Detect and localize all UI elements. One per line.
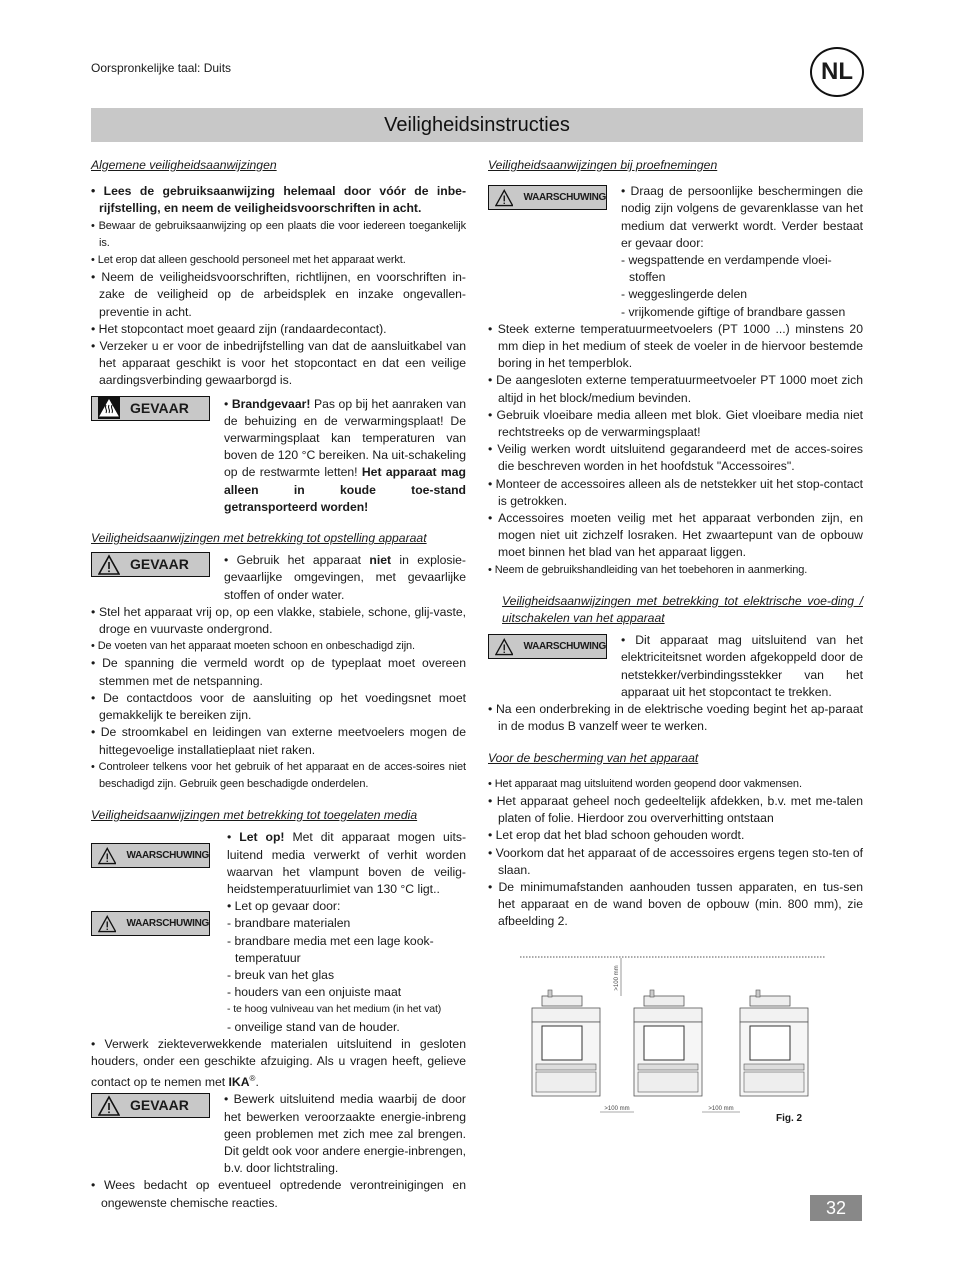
text-part: in explosie-gevaarlijke omgevingen, met gevaarlijke stoffen of onder water.: [224, 553, 466, 602]
danger-body: Pas op bij het aanraken van de behuizing en de verwarmingsplaat! De verwarmingsplaat kan temperaturen van boven de 120 °C bereiken. Na uit-schakeling op de restwarmte letten!: [224, 396, 467, 480]
danger-block: [91, 396, 466, 516]
list-item: • Na een onderbreking in de elektrische voeding begint het ap-paraat in de modus B vanzelf weer te werken.: [488, 702, 863, 734]
list-item: • De minimumafstanden aanhouden tussen apparaten, en tus-sen het apparaat en de wand boven de opbouw (min. 800 mm), zie afbeelding 2.: [488, 879, 863, 929]
section-title: Veiligheidsaanwijzingen met betrekking tot elektrische voe-ding / uitschakelen van het apparaat: [502, 593, 863, 626]
dash-item: - brandbare media met een lage kook-temperatuur: [227, 933, 434, 965]
paragraph: [91, 1036, 466, 1092]
warning-group: [91, 829, 466, 1035]
badge-label: GEVAAR: [130, 1097, 189, 1114]
danger-text: [224, 552, 466, 604]
list-item: • Lees de gebruiksaanwijzing helemaal door vóór de inbe-rijfstelling, en neem de veiligheidsvoorschriften in acht.: [91, 184, 466, 216]
warning-triangle-icon: [495, 187, 513, 209]
text-part: • Verwerk ziekteverwekkende materialen uitsluitend in gesloten houders, onder een geschikte afzuiging. Als u vragen heeft, gelieve contact op te nemen met: [91, 1036, 466, 1090]
warning-text: • Draag de persoonlijke beschermingen die nodig zijn volgens de gevarenklasse van het medium dat verwerkt wordt. Verder bestaat er gevaar door:: [621, 184, 863, 250]
dim-label-gap: >100 mm: [708, 1106, 734, 1112]
page-number: 32: [810, 1195, 862, 1221]
warning-block: [488, 183, 863, 321]
left-column: [91, 157, 466, 1212]
section-title: Veiligheidsaanwijzingen bij proefnemingen: [488, 158, 718, 172]
warning-lead: Let op!: [239, 830, 285, 845]
list-item: • Stel het apparaat vrij op, op een vlakke, stabiele, schone, glij-vaste, droge en vuurvaste ondergrond.: [91, 604, 466, 637]
device-3: [740, 990, 808, 1096]
warning-triangle-icon: [98, 554, 120, 576]
danger-lead: Brandgevaar!: [231, 396, 311, 411]
list-item: • De stroomkabel en leidingen van externe meetvoelers mogen de hittegevoelige installatieplaat niet raken.: [91, 725, 466, 757]
dash-item: - onveilige stand van de houder.: [227, 1019, 400, 1034]
warning-triangle-icon: [98, 1095, 120, 1117]
danger-badge: [91, 1093, 210, 1118]
dim-label-gap: >100 mm: [604, 1106, 630, 1112]
danger-badge: [91, 396, 210, 421]
figure-caption: Fig. 2: [776, 1113, 803, 1124]
warning-block: [488, 632, 863, 701]
list-item: • Voorkom dat het apparaat of de accessoires ergens tegen sto-ten of slaan.: [488, 845, 863, 877]
list-item: • Gebruik vloeibare media alleen met blok. Giet vloeibare media niet rechtstreeks op de verwarmingsplaat!: [488, 407, 863, 440]
list-item: • Bewaar de gebruiksaanwijzing op een plaats die voor iedereen toegankelijk is.: [91, 219, 466, 249]
warning-badge: [488, 634, 607, 659]
right-column: [488, 157, 863, 931]
brand-name: IKA: [228, 1075, 250, 1090]
text-part: • Gebruik het apparaat: [224, 553, 370, 568]
section-title: Algemene veiligheidsaanwijzingen: [91, 158, 277, 172]
list-item: • De spanning die vermeld wordt op de typeplaat moet overeen stemmen met de netspanning.: [91, 656, 466, 688]
list-item: • Accessoires moeten veilig met het apparaat verbonden zijn, en mogen niet uit zichzelf losraken. Het zwaartepunt van de opbouw moet binnen het blad van het apparaat liggen.: [488, 511, 863, 560]
badge-label: WAARSCHUWING: [126, 918, 209, 930]
hot-surface-icon: [98, 397, 120, 419]
danger-text: • Brandgevaar! Pas op bij het aanraken van de behuizing en de verwarmingsplaat! De verwarmingsplaat kan temperaturen van boven de 120 °C bereiken. Na uit-schakeling op de restwarmte letten! Het apparaat mag alleen in koude toe-stand getransporteerd worden!: [224, 396, 467, 514]
text-part: .: [255, 1075, 259, 1090]
badge-label: GEVAAR: [130, 556, 189, 573]
list-item: • Neem de gebruikshandleiding van het toebehoren in aanmerking.: [488, 563, 808, 576]
list-item: • Let erop dat alleen geschoold personeel met het apparaat werkt.: [91, 254, 406, 267]
warning-text: • Dit apparaat mag uitsluitend van het elektriciteitsnet worden afgekoppeld door de netstekker/verbindingsstekker van het apparaat uit het stopcontact te trekken.: [621, 633, 863, 699]
dash-item: - houders van een onjuiste maat: [227, 985, 402, 1000]
badge-label: WAARSCHUWING: [126, 850, 209, 862]
warning-badge: [91, 843, 210, 868]
badge-label: GEVAAR: [130, 399, 189, 416]
section-title: Voor de bescherming van het apparaat: [488, 750, 699, 765]
list-item: • De voeten van het apparaat moeten schoon en onbeschadigd zijn.: [91, 640, 416, 653]
original-language-note: Oorspronkelijke taal: Duits: [91, 61, 232, 75]
list-item: • Veilig werken wordt uitsluitend gegarandeerd met de acces-soires die beschreven worden in het hoofdstuk "Accessoires".: [488, 442, 863, 474]
registered-mark: ®: [249, 1074, 256, 1084]
warning-body: Met dit apparaat mogen uits-luitend media verwerkt of verhit worden waarvan het vlampunt boven de veilig-heidstemperatuurlimiet van 130 °C ligt..: [227, 830, 466, 896]
text-bold: niet: [369, 553, 392, 568]
dash-item: - wegspattende en verdampende vloei-stoffen: [621, 253, 832, 285]
list-item: • Neem de veiligheidsvoorschriften, richtlijnen, en voorschriften in-zake de veiligheid op de arbeidsplek en inzake ongevallen-preventie in acht.: [91, 270, 466, 319]
device-2: [634, 990, 702, 1096]
list-item: • Controleer telkens voor het gebruik of het apparaat en de acces-soires niet beschadigd zijn. Gebruik geen beschadigde onderdelen.: [91, 760, 466, 790]
badge-label: WAARSCHUWING: [523, 192, 606, 204]
list-item: • Het stopcontact moet geaard zijn (randaardecontact).: [91, 321, 387, 336]
danger-badge: [91, 552, 210, 577]
dim-label-top: >100 mm: [614, 965, 620, 991]
list-item: • Het apparaat geheel noch gedeeltelijk afdekken, b.v. met me-talen platen of folie. Hierdoor zou oververhitting ontstaan: [488, 793, 863, 826]
warning-badge: [488, 185, 607, 210]
list-item: • Monteer de accessoires alleen als de netstekker uit het stop-contact is getrokken.: [488, 476, 863, 508]
warning-text: • Let op gevaar door:: [227, 899, 341, 914]
badge-label: WAARSCHUWING: [523, 641, 606, 653]
list-item: • Het apparaat mag uitsluitend worden geopend door vakmensen.: [488, 777, 802, 790]
section-title: Veiligheidsaanwijzingen met betrekking tot toegelaten media: [91, 808, 418, 823]
danger-bold: Het apparaat mag alleen in koude toe-stand getransporteerd worden!: [224, 465, 466, 514]
list-item: • Let erop dat het blad schoon gehouden wordt.: [488, 828, 745, 843]
language-badge: NL: [810, 47, 864, 97]
section-title: Veiligheidsaanwijzingen met betrekking tot opstelling apparaat: [91, 531, 427, 546]
warning-triangle-icon: [495, 636, 513, 658]
warning-text: • Let op! Met dit apparaat mogen uits-luitend media verwerkt of verhit worden waarvan het vlampunt boven de veilig-heidstemperatuurlimiet van 130 °C ligt..: [227, 830, 466, 896]
danger-block: [91, 552, 466, 604]
device-1: [532, 990, 600, 1096]
warning-triangle-icon: [98, 845, 116, 867]
dash-item: - breuk van het glas: [227, 967, 335, 982]
list-item: • De aangesloten externe temperatuurmeetvoeler PT 1000 moet zich altijd in het block/medium bevinden.: [488, 373, 863, 405]
dash-item: - te hoog vulniveau van het medium (in het vat): [227, 1003, 442, 1016]
dash-item: - brandbare materialen: [227, 916, 351, 931]
danger-block: [91, 1091, 466, 1177]
warning-badge: [91, 911, 210, 936]
page-title: Veiligheidsinstructies: [91, 108, 863, 142]
list-item: • Verzeker u er voor de inbedrijfstelling van dat de aansluitkabel van het apparaat geschikt is voor het stopcontact en dat een veilige aardingsverbinding gewaarborgd is.: [91, 339, 466, 388]
danger-text: • Bewerk uitsluitend media waarbij de door het bewerken veroorzaakte energie-inbreng geen problemen met zich mee zal brengen. Dit geldt ook voor andere energie-inbrengen, b.v. door lichtstraling.: [224, 1092, 466, 1176]
dash-item: - weggeslingerde delen: [621, 287, 748, 302]
list-item: • Steek externe temperatuurmeetvoelers (PT 1000 ...) minstens 20 mm diep in het medium of steek de voeler in de hiervoor bestemde boring in het temperblok.: [488, 321, 863, 371]
device-spacing-figure: [520, 950, 825, 1130]
dash-item: - vrijkomende giftige of brandbare gassen: [621, 304, 846, 319]
warning-triangle-icon: [98, 913, 116, 935]
list-item: • De contactdoos voor de aansluiting op het voedingsnet moet gemakkelijk te bereiken zijn.: [91, 690, 466, 723]
list-item: • Wees bedacht op eventueel optredende verontreinigingen en ongewenste chemische reacties.: [91, 1178, 466, 1210]
